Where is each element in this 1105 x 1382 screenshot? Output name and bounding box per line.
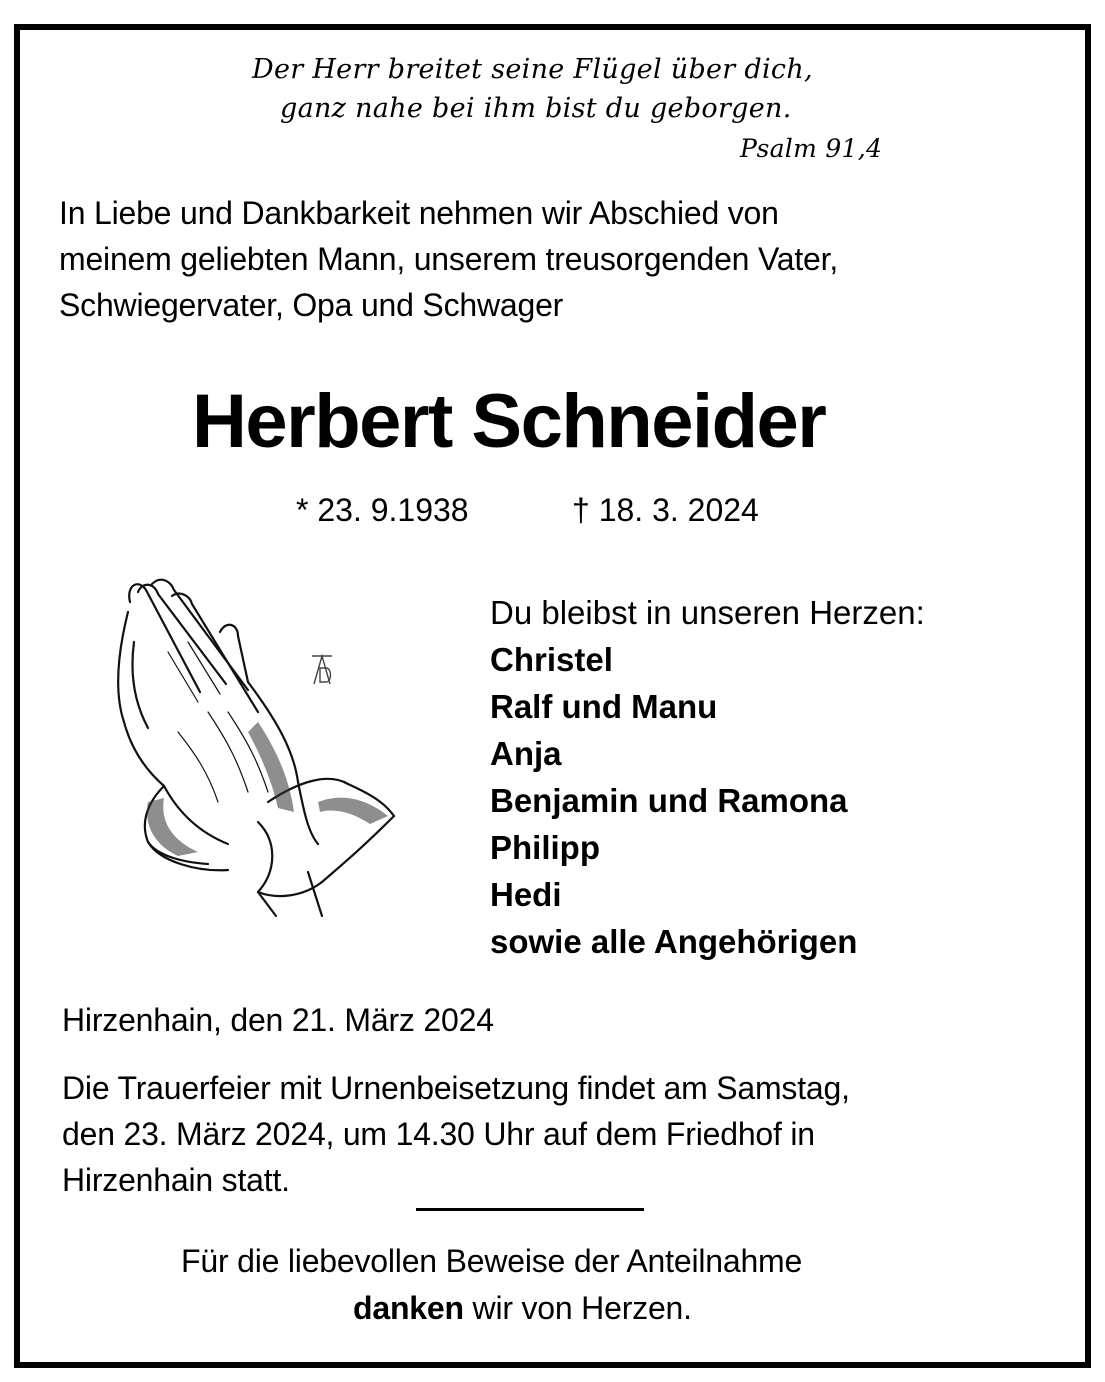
- intro-line-3: Schwiegervater, Opa und Schwager: [59, 287, 564, 323]
- mourner-name: sowie alle Angehörigen: [490, 923, 858, 960]
- birth-date: * 23. 9.1938: [296, 492, 469, 528]
- verse-line-2: ganz nahe bei ihm bist du geborgen.: [280, 93, 792, 124]
- monogram-icon: [312, 656, 332, 684]
- thanks-line-2: [353, 1285, 692, 1331]
- verse-reference: Psalm 91,4: [740, 134, 883, 163]
- mourners-heading: Du bleibst in unseren Herzen:: [490, 594, 925, 631]
- death-date: † 18. 3. 2024: [572, 492, 759, 528]
- mourner-name: Hedi: [490, 876, 562, 913]
- mourner-name: Christel: [490, 641, 613, 678]
- ceremony-text: [62, 1065, 850, 1203]
- deceased-name: Herbert Schneider: [192, 379, 826, 464]
- mourner-name: Anja: [490, 735, 562, 772]
- thanks-rest: wir von Herzen.: [463, 1290, 692, 1326]
- thanks-bold-word: danken: [353, 1290, 464, 1326]
- thanks-line-1: Für die liebevollen Beweise der Anteilnahme: [181, 1243, 803, 1279]
- praying-hands-icon: [108, 572, 398, 917]
- ceremony-line-3: Hirzenhain statt.: [62, 1162, 290, 1198]
- mourners-list: [490, 589, 925, 965]
- ceremony-line-2: den 23. März 2024, um 14.30 Uhr auf dem Friedhof in: [62, 1116, 815, 1152]
- place-date: Hirzenhain, den 21. März 2024: [62, 1002, 494, 1038]
- verse-line-1: Der Herr breitet seine Flügel über dich,: [252, 54, 813, 85]
- divider-rule: [416, 1208, 644, 1211]
- intro-line-1: In Liebe und Dankbarkeit nehmen wir Abschied von: [59, 195, 779, 231]
- mourner-name: Philipp: [490, 829, 600, 866]
- intro-text: [59, 190, 838, 328]
- intro-line-2: meinem geliebten Mann, unserem treusorgenden Vater,: [59, 241, 839, 277]
- mourner-name: Benjamin und Ramona: [490, 782, 848, 819]
- mourner-name: Ralf und Manu: [490, 688, 718, 725]
- ceremony-line-1: Die Trauerfeier mit Urnenbeisetzung findet am Samstag,: [62, 1070, 850, 1106]
